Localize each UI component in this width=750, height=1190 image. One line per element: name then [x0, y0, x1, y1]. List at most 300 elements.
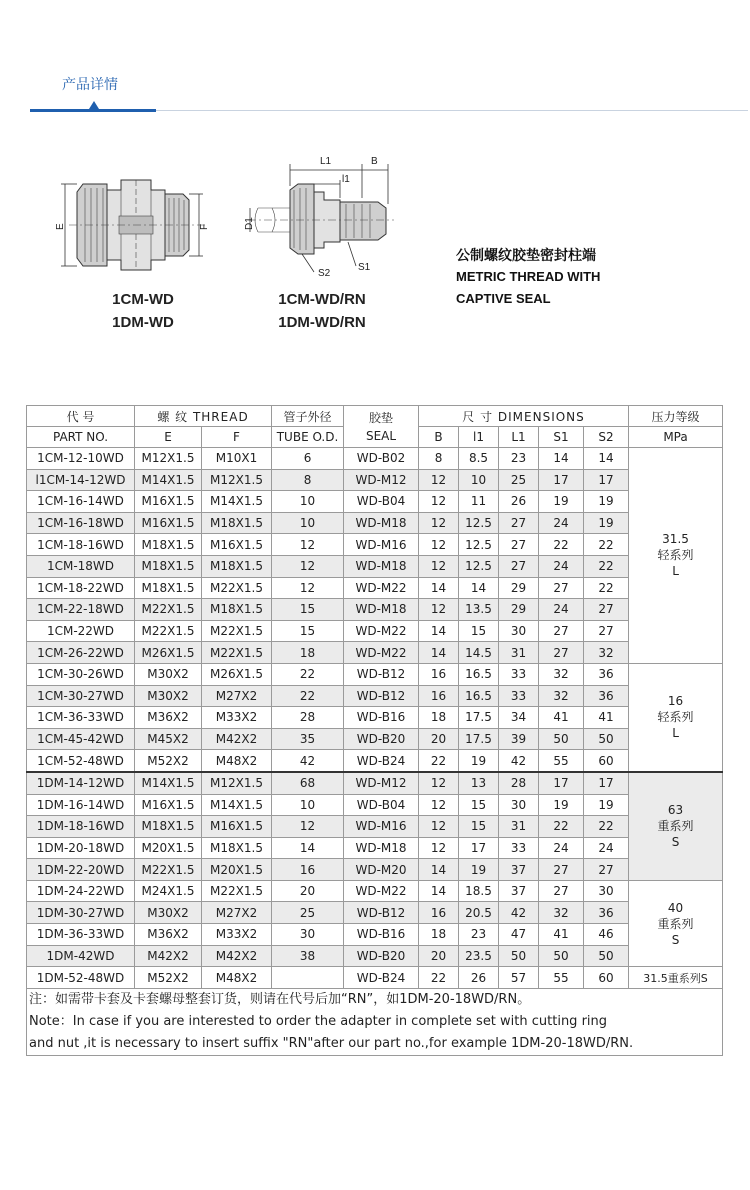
cell-dim-l1-small: 18.5: [459, 880, 499, 902]
cell-dim-b: 12: [419, 469, 459, 491]
cell-dim-l1-small: 14: [459, 577, 499, 599]
cell-seal: WD-B12: [344, 685, 419, 707]
cell-dim-l1-small: 17: [459, 837, 499, 859]
cell-dim-l1-small: 15: [459, 794, 499, 816]
cell-seal: WD-B20: [344, 728, 419, 750]
cell-dim-s1: 32: [539, 902, 584, 924]
cell-dim-s2: 22: [584, 555, 629, 577]
cell-part-no: 1CM-22-18WD: [27, 599, 135, 621]
cell-seal: WD-M16: [344, 534, 419, 556]
cell-seal: WD-M18: [344, 512, 419, 534]
cell-dim-l1-small: 23: [459, 924, 499, 946]
cell-part-no: 1CM-12-10WD: [27, 448, 135, 470]
cell-seal: WD-B12: [344, 663, 419, 685]
table-row: [27, 924, 723, 946]
cell-dim-b: 20: [419, 728, 459, 750]
cell-part-no: 1DM-52-48WD: [27, 967, 135, 989]
table-row: [27, 555, 723, 577]
page-tab-title[interactable]: 产品详情: [62, 77, 118, 93]
table-row: [27, 663, 723, 685]
table-row: [27, 577, 723, 599]
cell-dim-l1-big: 57: [499, 967, 539, 989]
cell-dim-b: 12: [419, 491, 459, 513]
cell-dim-s1: 27: [539, 642, 584, 664]
dim-e-label: E: [55, 223, 66, 230]
cell-tube-od: 18: [272, 642, 344, 664]
cell-thread-f: M26X1.5: [202, 663, 272, 685]
cell-dim-s2: 19: [584, 794, 629, 816]
cell-part-no: 1CM-22WD: [27, 620, 135, 642]
pressure-value: 63: [667, 803, 684, 818]
cell-seal: WD-B20: [344, 945, 419, 967]
cell-thread-f: M33X2: [202, 707, 272, 729]
cell-dim-l1-small: 19: [459, 750, 499, 772]
cell-thread-e: M18X1.5: [135, 816, 202, 838]
table-row: [27, 620, 723, 642]
cell-thread-f: M22X1.5: [202, 642, 272, 664]
cell-dim-l1-small: 17.5: [459, 707, 499, 729]
cell-thread-f: M14X1.5: [202, 794, 272, 816]
cell-seal: WD-M18: [344, 837, 419, 859]
cell-dim-b: 22: [419, 750, 459, 772]
cell-tube-od: 15: [272, 620, 344, 642]
cell-dim-l1-small: 12.5: [459, 555, 499, 577]
cell-thread-f: M16X1.5: [202, 816, 272, 838]
cell-dim-s1: 14: [539, 448, 584, 470]
cell-dim-b: 18: [419, 707, 459, 729]
cell-thread-f: M22X1.5: [202, 880, 272, 902]
cell-dim-l1-small: 19: [459, 859, 499, 881]
cell-seal: WD-M18: [344, 555, 419, 577]
cell-part-no: 1DM-24-22WD: [27, 880, 135, 902]
cell-dim-s2: 17: [584, 469, 629, 491]
table-row: [27, 512, 723, 534]
cell-thread-f: M14X1.5: [202, 491, 272, 513]
cell-dim-b: 12: [419, 837, 459, 859]
cell-part-no: 1DM-18-16WD: [27, 816, 135, 838]
cell-thread-e: M22X1.5: [135, 859, 202, 881]
cell-dim-l1-small: 16.5: [459, 663, 499, 685]
cell-dim-l1-small: 12.5: [459, 534, 499, 556]
header-f: F: [202, 427, 272, 448]
cell-dim-l1-big: 50: [499, 945, 539, 967]
cell-dim-s1: 55: [539, 967, 584, 989]
cell-dim-s1: 24: [539, 512, 584, 534]
cell-thread-f: M42X2: [202, 728, 272, 750]
cell-tube-od: 28: [272, 707, 344, 729]
cell-dim-l1-big: 27: [499, 534, 539, 556]
cell-dim-l1-small: 8.5: [459, 448, 499, 470]
header-b: B: [419, 427, 459, 448]
product-description: [456, 244, 600, 310]
cell-dim-s2: 22: [584, 534, 629, 556]
cell-tube-od: 42: [272, 750, 344, 772]
cell-dim-l1-small: 23.5: [459, 945, 499, 967]
pressure-value: 16: [667, 694, 684, 709]
description-cn: 公制螺纹胶垫密封柱端: [456, 247, 596, 263]
table-row: [27, 750, 723, 772]
cell-thread-f: M27X2: [202, 902, 272, 924]
cell-part-no: 1CM-26-22WD: [27, 642, 135, 664]
cell-dim-s2: 27: [584, 599, 629, 621]
pressure-code: S: [671, 932, 680, 947]
tab-indicator-notch: [89, 101, 99, 109]
cell-dim-s1: 22: [539, 534, 584, 556]
cell-seal: WD-B24: [344, 750, 419, 772]
dim-s2-label: S2: [318, 268, 331, 279]
cell-tube-od: 30: [272, 924, 344, 946]
cell-dim-s1: 27: [539, 620, 584, 642]
order-note-cn: 注：如需带卡套及卡套螺母整套订货，则请在代号后加“RN”，如1DM-20-18WD/RN。: [29, 991, 531, 1007]
cell-seal: WD-B16: [344, 707, 419, 729]
pressure-code: S: [671, 835, 680, 850]
cell-tube-od: 12: [272, 534, 344, 556]
cell-dim-l1-big: 34: [499, 707, 539, 729]
cell-part-no: 1CM-18WD: [27, 555, 135, 577]
cell-dim-s1: 17: [539, 469, 584, 491]
cell-dim-b: 12: [419, 512, 459, 534]
cell-dim-s2: 46: [584, 924, 629, 946]
cell-dim-l1-small: 17.5: [459, 728, 499, 750]
table-row: [27, 491, 723, 513]
cell-dim-l1-big: 27: [499, 555, 539, 577]
cell-thread-e: M14X1.5: [135, 469, 202, 491]
cell-tube-od: 20: [272, 880, 344, 902]
cell-part-no: 1DM-14-12WD: [27, 772, 135, 794]
model-1cm-wd: 1CM-WD: [112, 291, 174, 308]
pressure-series: 轻系列: [657, 548, 694, 563]
cell-dim-b: 14: [419, 859, 459, 881]
cell-dim-b: 12: [419, 794, 459, 816]
cell-thread-e: M18X1.5: [135, 534, 202, 556]
header-code-en: PART NO.: [27, 427, 135, 448]
cell-dim-s1: 19: [539, 491, 584, 513]
cell-dim-s2: 17: [584, 772, 629, 794]
cell-tube-od: 12: [272, 555, 344, 577]
pressure-value: 40: [667, 900, 684, 915]
cell-thread-e: M26X1.5: [135, 642, 202, 664]
cell-dim-l1-small: 14.5: [459, 642, 499, 664]
cell-dim-s1: 22: [539, 816, 584, 838]
cell-dim-b: 20: [419, 945, 459, 967]
table-row: [27, 469, 723, 491]
cell-dim-l1-big: 47: [499, 924, 539, 946]
pressure-series: 重系列: [657, 916, 694, 931]
cell-tube-od: [272, 967, 344, 989]
cell-seal: WD-M22: [344, 620, 419, 642]
cell-dim-l1-big: 33: [499, 685, 539, 707]
cell-dim-s2: 22: [584, 577, 629, 599]
cell-thread-f: M48X2: [202, 750, 272, 772]
cell-dim-l1-big: 29: [499, 577, 539, 599]
cell-dim-l1-big: 37: [499, 880, 539, 902]
dim-l1-upper-label: L1: [320, 156, 332, 167]
cell-dim-l1-big: 30: [499, 620, 539, 642]
cell-dim-s1: 27: [539, 880, 584, 902]
table-row: [27, 642, 723, 664]
order-note: [27, 988, 723, 1055]
header-code-cn: 代 号: [27, 406, 135, 427]
cell-thread-f: M33X2: [202, 924, 272, 946]
cell-dim-s2: 50: [584, 945, 629, 967]
cell-dim-l1-small: 11: [459, 491, 499, 513]
cell-thread-e: M30X2: [135, 685, 202, 707]
cell-dim-l1-small: 15: [459, 620, 499, 642]
cell-tube-od: 22: [272, 685, 344, 707]
header-thread: 螺 纹 THREAD: [135, 406, 272, 427]
header-l1-small: l1: [459, 427, 499, 448]
cell-dim-l1-big: 30: [499, 794, 539, 816]
model-1dm-wd: 1DM-WD: [112, 314, 174, 331]
cell-dim-s2: 14: [584, 448, 629, 470]
cell-dim-l1-big: 31: [499, 816, 539, 838]
cell-dim-b: 12: [419, 534, 459, 556]
cell-dim-l1-small: 10: [459, 469, 499, 491]
cell-part-no: 1CM-16-18WD: [27, 512, 135, 534]
cell-seal: WD-M18: [344, 599, 419, 621]
description-en-line2: CAPTIVE SEAL: [456, 291, 551, 306]
cell-dim-l1-small: 20.5: [459, 902, 499, 924]
cell-tube-od: 35: [272, 728, 344, 750]
description-en-line1: METRIC THREAD WITH: [456, 269, 601, 284]
cell-dim-l1-big: 26: [499, 491, 539, 513]
cell-thread-e: M16X1.5: [135, 512, 202, 534]
pressure-series: 重系列: [657, 819, 694, 834]
cell-dim-l1-big: 33: [499, 837, 539, 859]
fitting-drawing-wd: [55, 170, 220, 280]
cell-dim-l1-big: 42: [499, 902, 539, 924]
cell-part-no: 1DM-36-33WD: [27, 924, 135, 946]
cell-dim-s1: 41: [539, 924, 584, 946]
table-row: [27, 534, 723, 556]
cell-dim-s2: 24: [584, 837, 629, 859]
cell-part-no: l1CM-14-12WD: [27, 469, 135, 491]
pressure-series: 轻系列: [657, 710, 694, 725]
cell-dim-s1: 17: [539, 772, 584, 794]
cell-part-no: 1DM-20-18WD: [27, 837, 135, 859]
cell-dim-s1: 19: [539, 794, 584, 816]
cell-dim-l1-big: 23: [499, 448, 539, 470]
cell-dim-s1: 27: [539, 859, 584, 881]
pressure-group-cell: [629, 772, 723, 880]
cell-seal: WD-M22: [344, 880, 419, 902]
cell-dim-s2: 32: [584, 642, 629, 664]
cell-dim-l1-big: 33: [499, 663, 539, 685]
cell-thread-f: M20X1.5: [202, 859, 272, 881]
cell-seal: WD-B12: [344, 902, 419, 924]
cell-thread-e: M14X1.5: [135, 772, 202, 794]
cell-tube-od: 8: [272, 469, 344, 491]
cell-thread-f: M12X1.5: [202, 469, 272, 491]
cell-thread-e: M52X2: [135, 750, 202, 772]
table-row: [27, 707, 723, 729]
header-seal: [344, 406, 419, 448]
table-row: [27, 685, 723, 707]
cell-part-no: 1DM-42WD: [27, 945, 135, 967]
cell-seal: WD-M22: [344, 642, 419, 664]
dim-l1-lower-label: l1: [342, 174, 350, 185]
cell-part-no: 1CM-18-16WD: [27, 534, 135, 556]
header-l1-big: L1: [499, 427, 539, 448]
cell-tube-od: 68: [272, 772, 344, 794]
model-label-right: [262, 288, 382, 334]
cell-thread-f: M42X2: [202, 945, 272, 967]
cell-dim-s1: 32: [539, 685, 584, 707]
cell-dim-l1-big: 28: [499, 772, 539, 794]
cell-dim-l1-big: 42: [499, 750, 539, 772]
cell-seal: WD-M12: [344, 469, 419, 491]
cell-dim-b: 12: [419, 772, 459, 794]
pressure-code: L: [672, 564, 679, 579]
cell-thread-f: M18X1.5: [202, 555, 272, 577]
spec-table-body: [27, 448, 723, 989]
dim-b-label: B: [371, 156, 378, 167]
cell-tube-od: 16: [272, 859, 344, 881]
cell-dim-b: 18: [419, 924, 459, 946]
cell-dim-s2: 19: [584, 491, 629, 513]
cell-part-no: 1CM-45-42WD: [27, 728, 135, 750]
model-label-left: [88, 288, 198, 334]
cell-dim-l1-big: 29: [499, 599, 539, 621]
table-row: [27, 859, 723, 881]
cell-part-no: 1CM-18-22WD: [27, 577, 135, 599]
fitting-drawing-wd-rn: [228, 150, 398, 280]
cell-thread-f: M48X2: [202, 967, 272, 989]
cell-thread-f: M27X2: [202, 685, 272, 707]
cell-tube-od: 15: [272, 599, 344, 621]
cell-thread-f: M10X1: [202, 448, 272, 470]
cell-dim-b: 8: [419, 448, 459, 470]
cell-dim-s1: 27: [539, 577, 584, 599]
cell-thread-f: M16X1.5: [202, 534, 272, 556]
spec-table: [26, 405, 723, 1056]
pressure-group-cell: 31.5重系列S: [629, 967, 723, 989]
cell-dim-s2: 50: [584, 728, 629, 750]
cell-dim-l1-big: 37: [499, 859, 539, 881]
cell-dim-b: 14: [419, 642, 459, 664]
cell-thread-e: M16X1.5: [135, 491, 202, 513]
dim-s1-label: S1: [358, 262, 371, 273]
cell-dim-s1: 24: [539, 599, 584, 621]
header-pressure-en: MPa: [629, 427, 723, 448]
header-seal-cn: 胶垫: [369, 410, 394, 425]
cell-seal: WD-B04: [344, 794, 419, 816]
cell-dim-s2: 60: [584, 967, 629, 989]
cell-thread-e: M30X2: [135, 663, 202, 685]
cell-dim-l1-small: 16.5: [459, 685, 499, 707]
cell-thread-e: M42X2: [135, 945, 202, 967]
cell-seal: WD-M12: [344, 772, 419, 794]
cell-dim-b: 14: [419, 880, 459, 902]
dim-f-label: F: [199, 223, 210, 230]
cell-dim-l1-small: 13.5: [459, 599, 499, 621]
cell-seal: WD-B04: [344, 491, 419, 513]
cell-thread-f: M18X1.5: [202, 599, 272, 621]
table-row: [27, 967, 723, 989]
cell-tube-od: 12: [272, 577, 344, 599]
header-seal-en: SEAL: [365, 428, 397, 443]
cell-part-no: 1CM-52-48WD: [27, 750, 135, 772]
header-dimensions: 尺 寸 DIMENSIONS: [419, 406, 629, 427]
pressure-group-cell: [629, 448, 723, 664]
table-row: [27, 837, 723, 859]
table-row: [27, 794, 723, 816]
cell-thread-e: M22X1.5: [135, 599, 202, 621]
cell-thread-f: M18X1.5: [202, 837, 272, 859]
cell-thread-e: M36X2: [135, 924, 202, 946]
cell-tube-od: 10: [272, 794, 344, 816]
cell-dim-l1-small: 13: [459, 772, 499, 794]
cell-dim-l1-small: 15: [459, 816, 499, 838]
cell-part-no: 1CM-36-33WD: [27, 707, 135, 729]
cell-dim-s1: 24: [539, 837, 584, 859]
cell-seal: WD-M20: [344, 859, 419, 881]
cell-tube-od: 14: [272, 837, 344, 859]
cell-dim-s1: 24: [539, 555, 584, 577]
pressure-value: 31.5: [662, 532, 689, 547]
cell-thread-e: M30X2: [135, 902, 202, 924]
cell-dim-l1-big: 31: [499, 642, 539, 664]
table-row: [27, 880, 723, 902]
cell-dim-s2: 30: [584, 880, 629, 902]
table-row: [27, 772, 723, 794]
cell-dim-s1: 55: [539, 750, 584, 772]
header-tube-cn: 管子外径: [272, 406, 344, 427]
cell-dim-b: 12: [419, 816, 459, 838]
cell-thread-e: M36X2: [135, 707, 202, 729]
cell-thread-e: M45X2: [135, 728, 202, 750]
model-1cm-wd-rn: 1CM-WD/RN: [278, 291, 366, 308]
cell-dim-s2: 36: [584, 902, 629, 924]
dim-d1-label: D1: [244, 217, 255, 230]
cell-dim-b: 14: [419, 577, 459, 599]
cell-tube-od: 38: [272, 945, 344, 967]
spec-table-header: [27, 406, 723, 448]
header-e: E: [135, 427, 202, 448]
cell-dim-l1-big: 27: [499, 512, 539, 534]
cell-thread-e: M18X1.5: [135, 577, 202, 599]
cell-seal: WD-M16: [344, 816, 419, 838]
cell-dim-l1-big: 25: [499, 469, 539, 491]
table-row: [27, 945, 723, 967]
cell-dim-s1: 32: [539, 663, 584, 685]
cell-dim-b: 12: [419, 555, 459, 577]
cell-dim-s1: 41: [539, 707, 584, 729]
cell-thread-e: M12X1.5: [135, 448, 202, 470]
table-row: [27, 599, 723, 621]
cell-thread-e: M52X2: [135, 967, 202, 989]
cell-part-no: 1CM-16-14WD: [27, 491, 135, 513]
table-row: [27, 902, 723, 924]
cell-dim-s1: 50: [539, 945, 584, 967]
cell-thread-e: M24X1.5: [135, 880, 202, 902]
cell-dim-s2: 19: [584, 512, 629, 534]
cell-thread-e: M16X1.5: [135, 794, 202, 816]
cell-dim-s2: 36: [584, 685, 629, 707]
cell-dim-b: 14: [419, 620, 459, 642]
cell-part-no: 1CM-30-26WD: [27, 663, 135, 685]
cell-dim-b: 16: [419, 663, 459, 685]
cell-tube-od: 22: [272, 663, 344, 685]
cell-seal: WD-B24: [344, 967, 419, 989]
cell-dim-b: 16: [419, 685, 459, 707]
cell-dim-b: 22: [419, 967, 459, 989]
cell-tube-od: 25: [272, 902, 344, 924]
cell-tube-od: 10: [272, 491, 344, 513]
cell-dim-s2: 36: [584, 663, 629, 685]
pressure-group-cell: [629, 663, 723, 771]
cell-tube-od: 10: [272, 512, 344, 534]
